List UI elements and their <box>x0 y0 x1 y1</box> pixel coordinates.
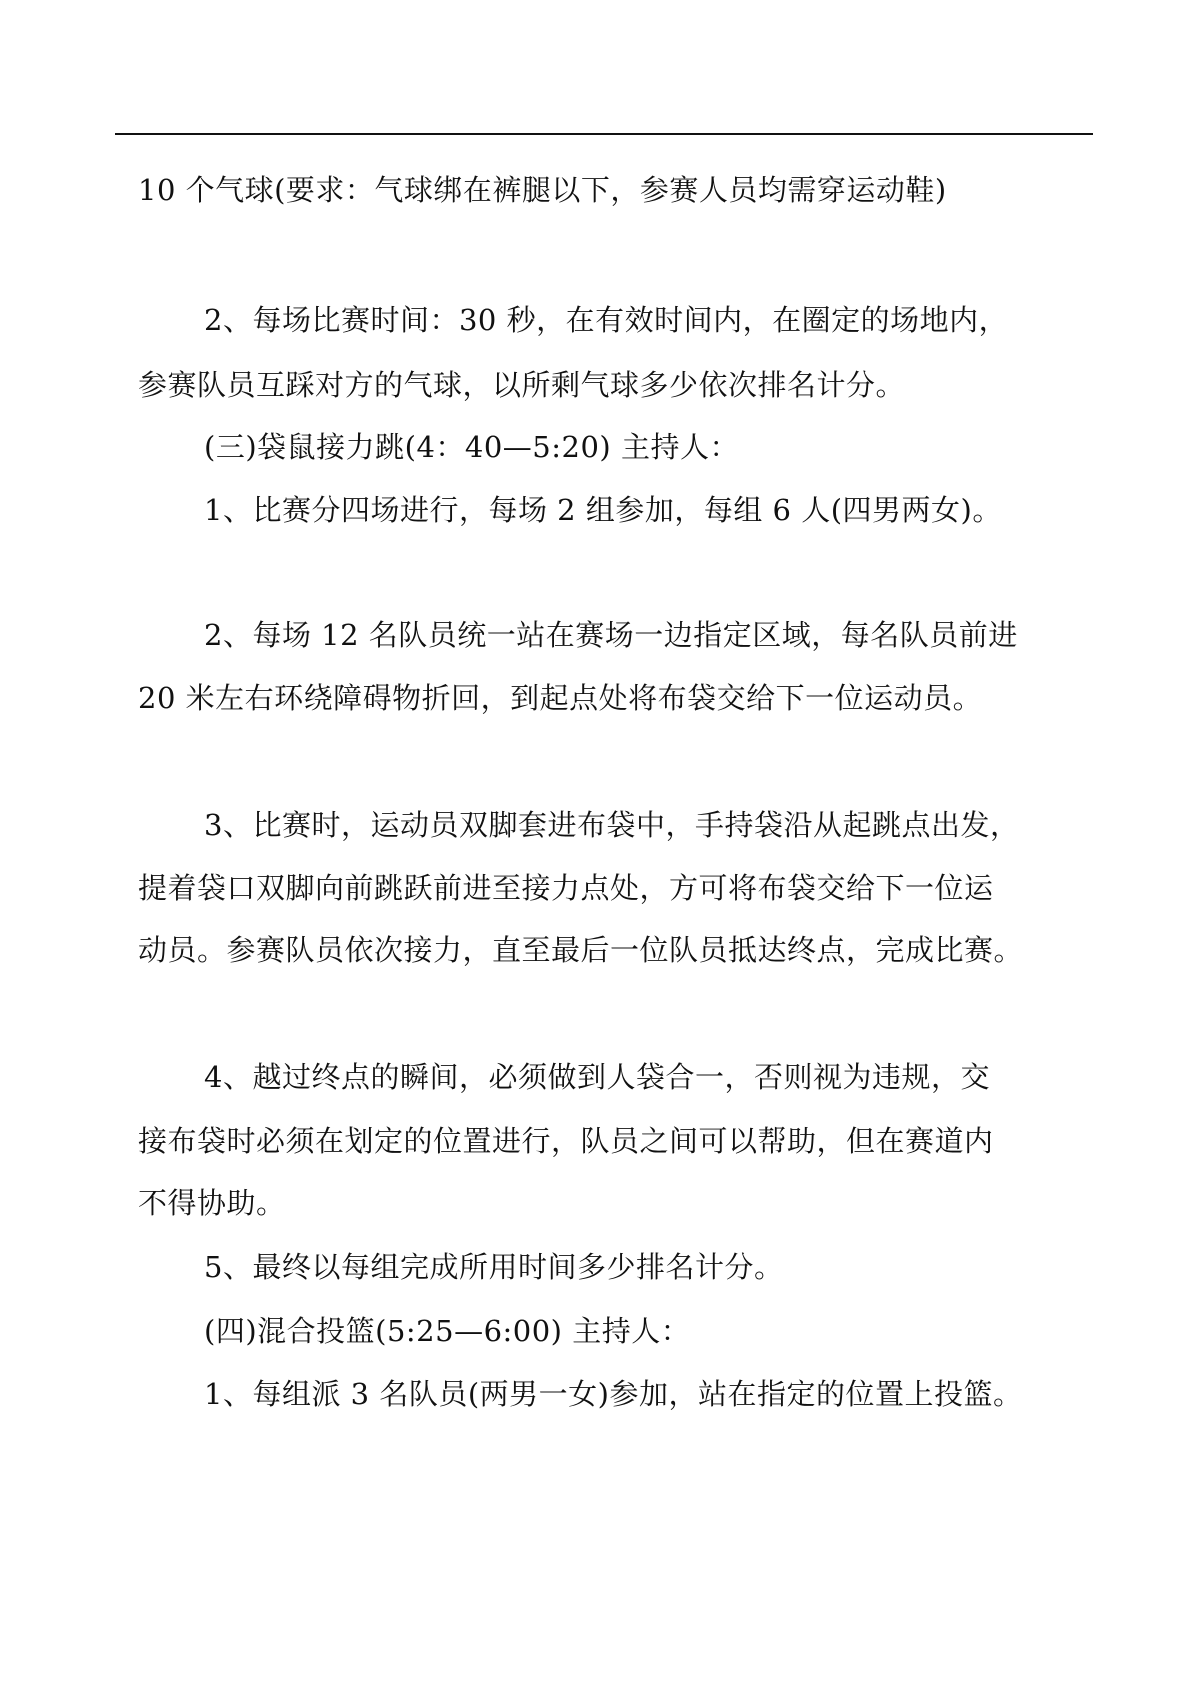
text-line: 2、每场比赛时间：30 秒，在有效时间内，在圈定的场地内， <box>204 303 1009 337</box>
text-line: 10 个气球(要求：气球绑在裤腿以下，参赛人员均需穿运动鞋) <box>138 173 947 207</box>
text-line: 2、每场 12 名队员统一站在赛场一边指定区域，每名队员前进 <box>204 618 1018 652</box>
text-line: 3、比赛时，运动员双脚套进布袋中，手持袋沿从起跳点出发， <box>204 808 1020 842</box>
text-line: 5、最终以每组完成所用时间多少排名计分。 <box>204 1250 784 1284</box>
text-line: 提着袋口双脚向前跳跃前进至接力点处，方可将布袋交给下一位运 <box>138 871 994 905</box>
header-rule <box>115 133 1093 135</box>
text-line: 参赛队员互踩对方的气球，以所剩气球多少依次排名计分。 <box>138 368 906 402</box>
text-line: 4、越过终点的瞬间，必须做到人袋合一，否则视为违规，交 <box>204 1060 990 1094</box>
text-line: 20 米左右环绕障碍物折回，到起点处将布袋交给下一位运动员。 <box>138 681 983 715</box>
text-line: 动员。参赛队员依次接力，直至最后一位队员抵达终点，完成比赛。 <box>138 933 1024 967</box>
section-heading: (三)袋鼠接力跳(4：40—5:20) 主持人： <box>204 430 739 464</box>
section-heading: (四)混合投篮(5:25—6:00) 主持人： <box>204 1314 691 1348</box>
text-line: 1、比赛分四场进行，每场 2 组参加，每组 6 人(四男两女)。 <box>204 493 1002 527</box>
text-line: 1、每组派 3 名队员(两男一女)参加，站在指定的位置上投篮。 <box>204 1377 1023 1411</box>
text-line: 接布袋时必须在划定的位置进行，队员之间可以帮助，但在赛道内 <box>138 1124 994 1158</box>
text-line: 不得协助。 <box>138 1186 286 1220</box>
